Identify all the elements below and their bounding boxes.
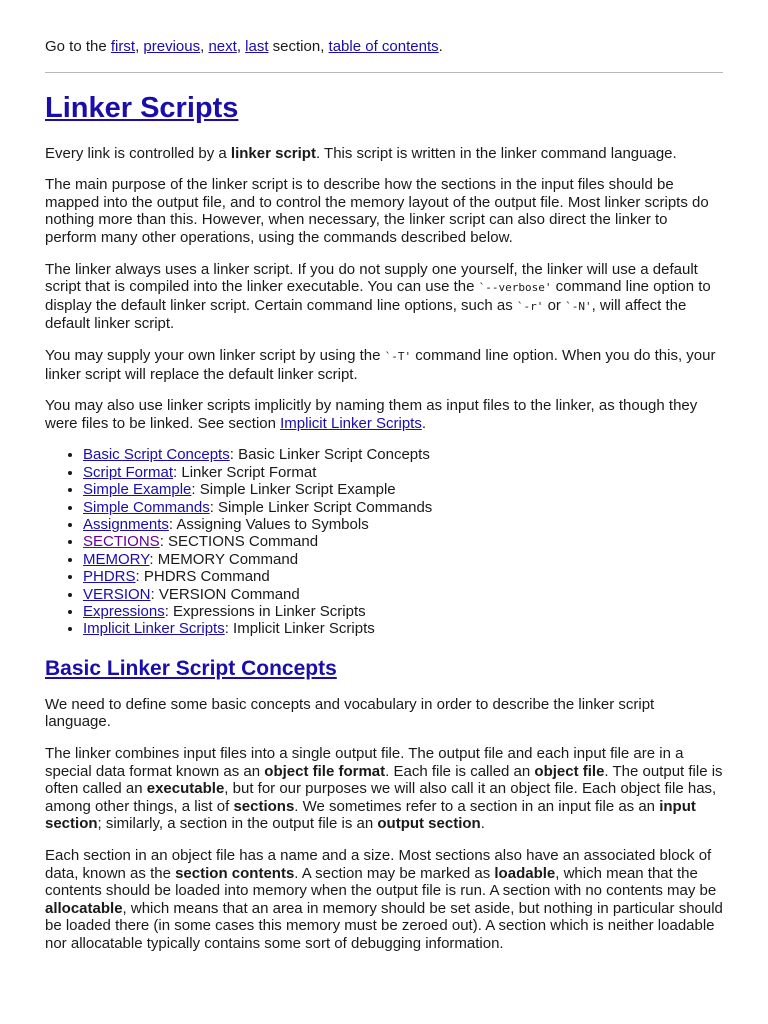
term-section-contents: section contents (175, 864, 295, 882)
concepts-paragraph-2 (45, 745, 723, 833)
code-n: `-N' (565, 299, 592, 313)
intro-paragraph-4 (45, 347, 723, 383)
toc-desc: : Assigning Values to Symbols (168, 515, 369, 533)
toc-link-version[interactable]: VERSION (83, 585, 151, 603)
nav-previous-link[interactable]: previous (143, 38, 201, 55)
toc-desc: : SECTIONS Command (159, 533, 319, 551)
concepts-paragraph-3 (45, 847, 723, 953)
text-run: . A section may be marked as (294, 864, 495, 882)
intro-paragraph-3 (45, 261, 723, 333)
list-item (83, 499, 723, 516)
list-item (83, 603, 723, 620)
text-run: , but for our purposes we will also call it an object file. Each object file has, among other things, a list of (45, 780, 717, 815)
list-item (83, 533, 723, 550)
text-run: , will affect the default linker script. (45, 296, 687, 333)
nav-mid: section, (272, 38, 325, 55)
toc-desc: : Simple Linker Script Commands (209, 498, 433, 516)
toc-desc: : VERSION Command (150, 585, 300, 603)
toc-desc: : MEMORY Command (149, 550, 299, 568)
toc-link-expressions[interactable]: Expressions (83, 602, 165, 620)
nav-suffix: . (438, 38, 443, 55)
toc-link-phdrs[interactable]: PHDRS (83, 568, 136, 586)
intro-paragraph-2: The main purpose of the linker script is to describe how the sections in the input files should be mapped into the output file, and to control the memory layout of the output file. Most linker scripts do nothing more than this. However, when necessary, the linker script can also direct the linker to perform many other operations, using the commands described below. (45, 176, 709, 246)
code-t: `-T' (384, 349, 412, 363)
text-run: Each section in an object file has a name and a size. Most sections also have an associated block of data, known as the (45, 846, 712, 882)
section-heading (45, 656, 723, 682)
toc-link-assignments[interactable]: Assignments (83, 515, 169, 533)
text-run: , which mean that the contents should be loaded into memory when the output file is run. A section with no contents may be (45, 864, 717, 900)
term-output-section: output section (377, 815, 481, 833)
nav-last-link[interactable]: last (245, 38, 269, 55)
text-run: . Each file is called an (385, 762, 535, 780)
list-item (83, 446, 723, 463)
text-run: . This script is written in the linker command language. (315, 144, 677, 162)
nav-line: Go to the first, previous, next, last section, table of contents. (45, 38, 443, 55)
text-run: The linker always uses a linker script. If you do not supply one yourself, the linker will use a default script that is compiled into the linker executable. You can use the (45, 260, 698, 296)
toc-link-simple-example[interactable]: Simple Example (83, 481, 192, 499)
list-item (83, 551, 723, 568)
toc-link-script-format[interactable]: Script Format (83, 463, 174, 481)
text-run: ; similarly, a section in the output file is an (97, 815, 378, 833)
page-title-link[interactable]: Linker Scripts (45, 91, 239, 124)
text-run: Every link is controlled by a (45, 144, 231, 162)
text-run: You may also use linker scripts implicitly by naming them as input files to the linker, as though they were files to be linked. See section (45, 397, 698, 432)
text-run: . We sometimes refer to a section in an input file as an (294, 797, 660, 815)
divider (45, 72, 723, 73)
code-r: `-r' (516, 299, 544, 313)
nav-next-link[interactable]: next (208, 38, 237, 55)
nav-prefix: Go to the (45, 38, 107, 55)
page-title (45, 91, 723, 125)
toc-link-implicit-linker-scripts[interactable]: Implicit Linker Scripts (83, 620, 225, 638)
toc-link-simple-commands[interactable]: Simple Commands (83, 498, 210, 516)
term-loadable: loadable (494, 864, 556, 882)
list-item (83, 516, 723, 533)
text-run: You may supply your own linker script by using the (45, 346, 385, 364)
text-run: or (543, 296, 566, 314)
list-item (83, 481, 723, 498)
nav-first-link[interactable]: first (110, 38, 136, 55)
text-run: command line option to display the default linker script. Certain command line options, such as (45, 278, 711, 314)
text-run: . The output file is often called an (45, 762, 723, 798)
toc-link-memory[interactable]: MEMORY (83, 550, 150, 568)
intro-paragraph-5 (45, 397, 723, 432)
term-input-section: input section (45, 797, 696, 833)
nav-toc-link[interactable]: table of contents (328, 38, 439, 55)
code-verbose: `--verbose' (478, 281, 552, 295)
toc-link-basic-script-concepts[interactable]: Basic Script Concepts (83, 446, 230, 464)
term-object-file: object file (534, 762, 605, 780)
intro-paragraph-1 (45, 145, 723, 163)
list-item (83, 620, 723, 637)
term-linker-script: linker script (230, 144, 316, 162)
term-object-file-format: object file format (264, 762, 386, 780)
term-executable: executable (146, 780, 225, 798)
toc-desc: : Implicit Linker Scripts (224, 620, 375, 638)
text-run: The linker combines input files into a single output file. The output file and each input file are in a special data format known as an (45, 744, 684, 780)
list-item (83, 586, 723, 603)
section-heading-link[interactable]: Basic Linker Script Concepts (45, 656, 337, 680)
list-item (83, 464, 723, 481)
toc-desc: : Expressions in Linker Scripts (164, 602, 366, 620)
toc-desc: : PHDRS Command (135, 568, 270, 586)
text-run: . (421, 414, 427, 432)
term-allocatable: allocatable (45, 899, 123, 917)
concepts-paragraph-1: We need to define some basic concepts and vocabulary in order to describe the linker script language. (45, 695, 655, 731)
toc-desc: : Linker Script Format (173, 463, 317, 481)
implicit-scripts-link[interactable]: Implicit Linker Scripts (280, 414, 422, 432)
text-run: . (480, 815, 485, 833)
text-run: command line option. When you do this, your linker script will replace the default linker script. (45, 346, 716, 383)
toc-list (45, 446, 723, 637)
toc-desc: : Simple Linker Script Example (191, 481, 396, 499)
list-item (83, 568, 723, 585)
toc-link-sections[interactable]: SECTIONS (83, 533, 160, 551)
toc-desc: : Basic Linker Script Concepts (229, 446, 430, 464)
term-sections: sections (233, 797, 295, 815)
text-run: , which means that an area in memory should be set aside, but nothing in particular should be loaded there (in some cases this memory must be zeroed out). A section which is neither loadable nor allocatable typically contains some sort of debugging information. (45, 899, 723, 952)
